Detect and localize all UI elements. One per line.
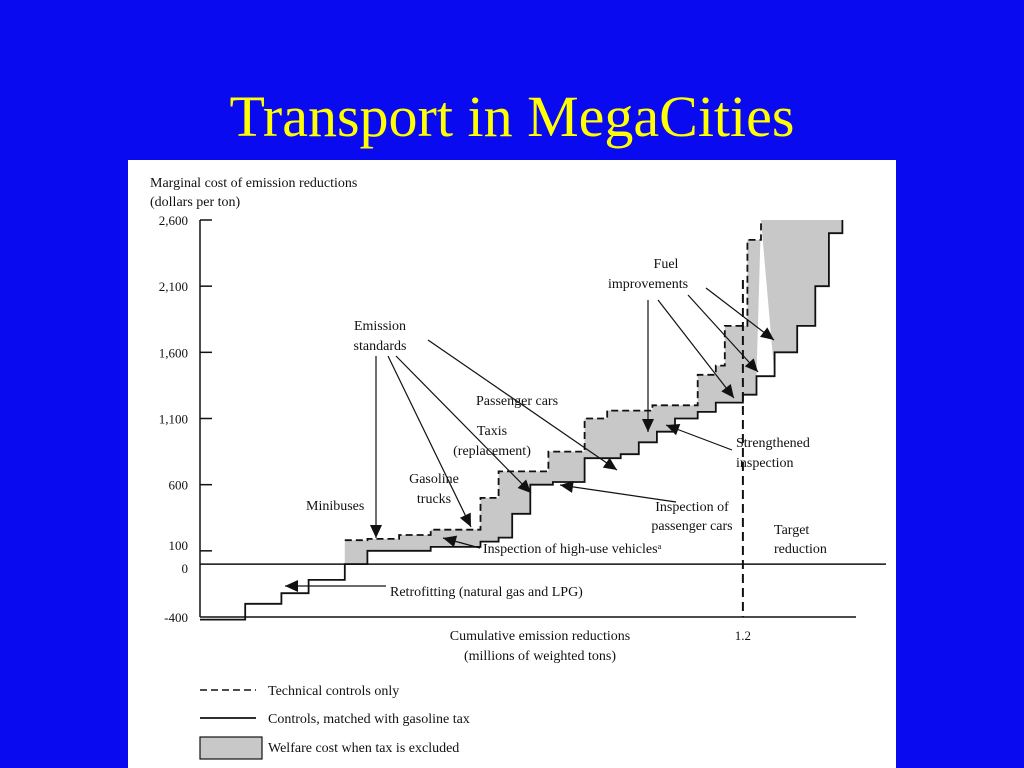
label-inspection-passenger-cars-2: passenger cars — [651, 519, 733, 534]
y-tick-label: -400 — [164, 610, 188, 625]
label-fuel-improvements-2: improvements — [607, 277, 689, 292]
y-tick-label: 2,600 — [158, 213, 188, 228]
legend-label-controls: Controls, matched with gasoline tax — [268, 712, 470, 727]
arrow-minibuses-head — [370, 525, 382, 538]
legend-label-technical: Technical controls only — [268, 684, 400, 699]
label-inspection-passenger-cars-1: Inspection of — [655, 500, 729, 515]
label-taxis-2: (replacement) — [453, 444, 531, 459]
label-minibuses: Minibuses — [306, 499, 365, 514]
label-emission-standards-2: standards — [353, 339, 407, 354]
label-gasoline-trucks-2: trucks — [416, 492, 452, 507]
arrow-passenger-cars-head — [603, 458, 617, 470]
welfare-cost-area-top — [761, 220, 842, 376]
label-strengthened-inspection-1: Strengthened — [736, 436, 810, 451]
x-axis-title-line2: (millions of weighted tons) — [463, 649, 617, 664]
y-tick-label: 600 — [168, 477, 188, 493]
legend-label-welfare: Welfare cost when tax is excluded — [268, 741, 460, 756]
label-fuel-improvements-1: Fuel — [653, 257, 679, 272]
chart-figure — [128, 160, 896, 768]
y-tick-label: 100 — [168, 537, 188, 553]
label-retrofitting: Retrofitting (natural gas and LPG) — [390, 585, 583, 600]
series-lines — [200, 220, 842, 620]
x-tick-label: 1.2 — [734, 628, 752, 643]
arrow-retrofit-head — [285, 580, 298, 592]
arrow-fuel-2-line — [658, 300, 734, 398]
chart-svg — [128, 160, 896, 768]
y-tick-label: 1,100 — [158, 411, 188, 427]
slide-title: Transport in MegaCities — [229, 84, 795, 149]
legend — [200, 684, 470, 759]
x-axis-title-line1: Cumulative emission reductions — [449, 629, 631, 644]
welfare-cost-fill-layer — [345, 220, 843, 580]
label-emission-standards-1: Emission — [353, 319, 407, 334]
label-inspection-high-use: Inspection of high-use vehiclesᵃ — [483, 542, 662, 557]
y-tick-label: 0 — [181, 561, 188, 577]
label-target-2: reduction — [774, 542, 827, 557]
label-target-1: Target — [774, 523, 810, 538]
label-strengthened-inspection-2: inspection — [736, 456, 794, 471]
y-tick-label: 1,600 — [158, 345, 188, 361]
label-taxis-1: Taxis — [476, 424, 508, 439]
series-controls-gasoline-tax — [200, 220, 842, 620]
label-passenger-cars: Passenger cars — [476, 394, 559, 409]
legend-fill-swatch — [200, 737, 262, 759]
y-tick-label: 2,100 — [158, 279, 188, 295]
y-axis-title-line1: Marginal cost of emission reductions — [150, 176, 358, 191]
y-axis-title-line2: (dollars per ton) — [150, 195, 241, 210]
label-gasoline-trucks-1: Gasoline — [409, 472, 459, 487]
